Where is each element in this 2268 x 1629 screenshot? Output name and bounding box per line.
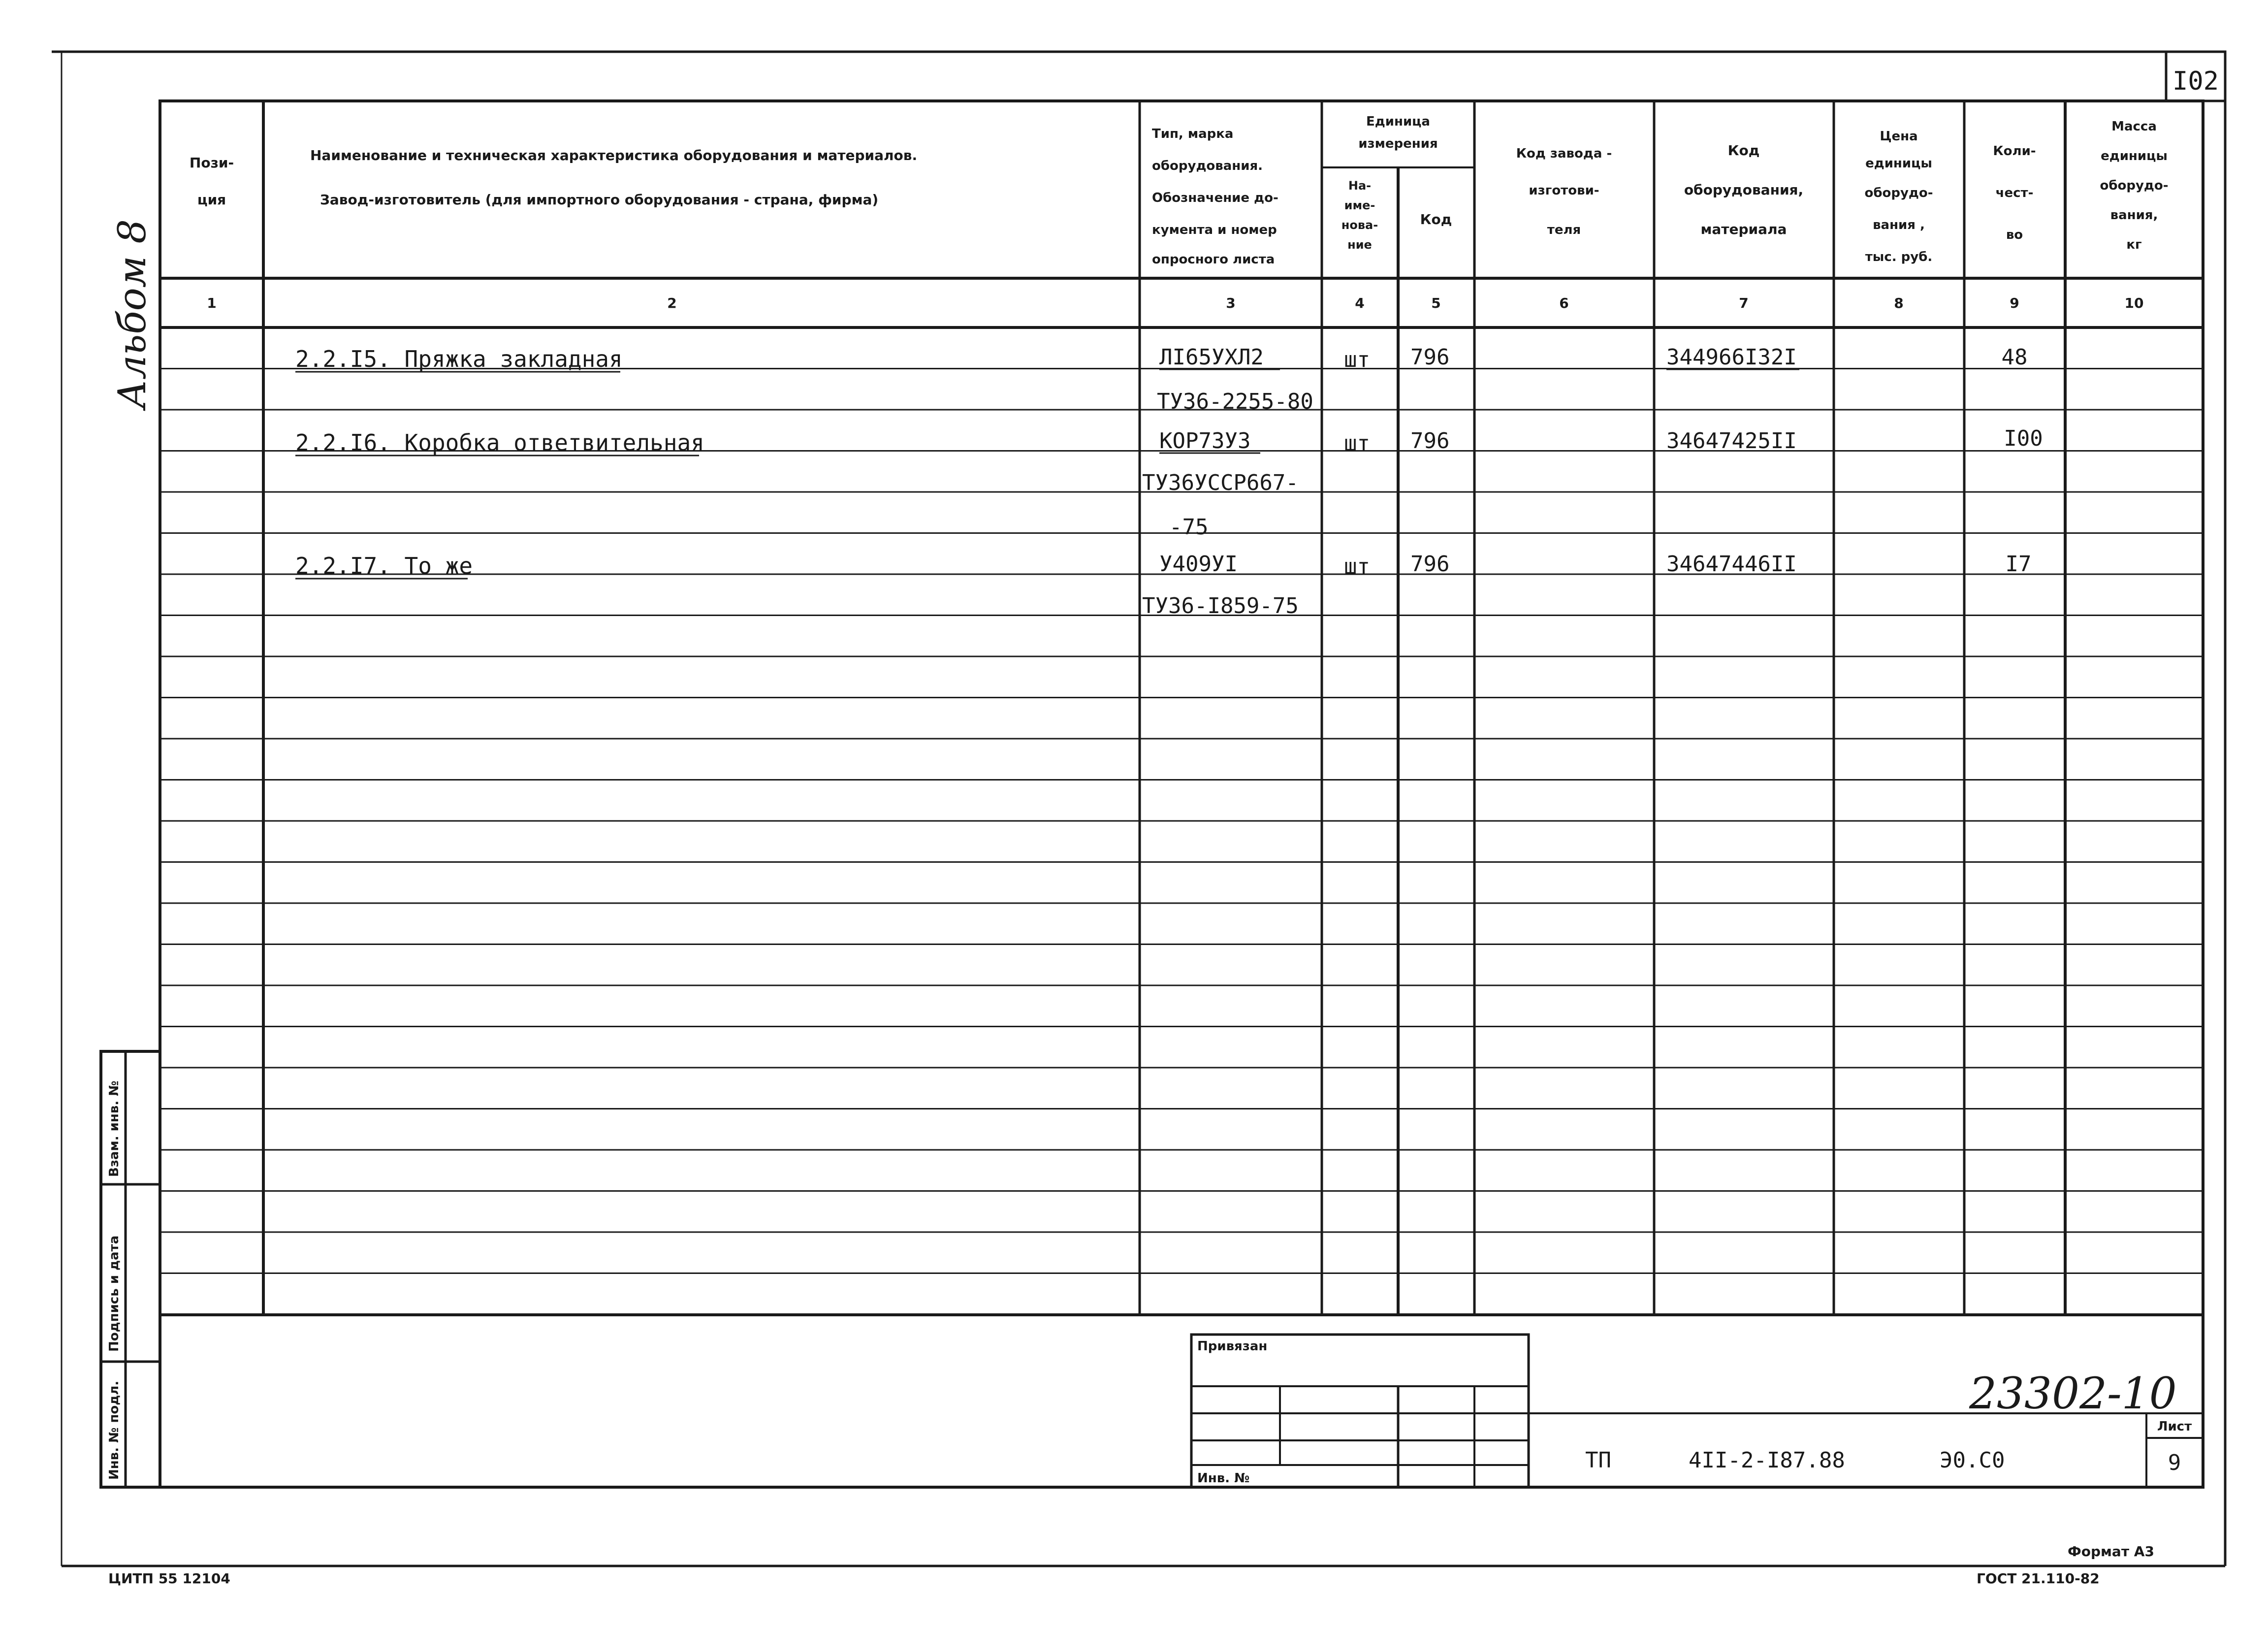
column-number: 9 [2010, 295, 2019, 311]
header-equipment-code-line2: оборудования, [1684, 182, 1804, 198]
row-code: 796 [1410, 552, 1450, 577]
row-name: 2.2.I7. То же [295, 553, 473, 579]
header-price-line4: вания , [1873, 218, 1925, 232]
header-mass-line4: вания, [2110, 208, 2158, 223]
header-type-line2: оборудования. [1152, 159, 1263, 173]
label-inv-no: Инв. № [1197, 1471, 1250, 1486]
stamp-sheet-number: 9 [2168, 1450, 2181, 1475]
row-type: КОР73У3 [1159, 428, 1251, 454]
header-type-line3: Обозначение до- [1152, 191, 1278, 205]
header-price-line5: тыс. руб. [1865, 250, 1933, 264]
column-number-row [207, 295, 2143, 311]
column-number: 7 [1739, 295, 1749, 311]
header-unit-line1: Единица [1366, 114, 1430, 129]
row-name: 2.2.I5. Пряжка закладная [295, 346, 623, 372]
header-mass-line5: кг [2126, 237, 2142, 252]
header-name-line1: Наименование и техническая характеристика оборудования и материалов. [310, 147, 918, 163]
header-type-line4: кумента и номер [1152, 223, 1277, 237]
header-factory-code-line2: изготови- [1529, 183, 1599, 198]
row-unit: шт [1344, 431, 1370, 456]
row-type-doc: ТУ36-I859-75 [1142, 593, 1299, 619]
row-equipment-code: 34647446II [1666, 552, 1797, 577]
column-number: 4 [1355, 295, 1365, 311]
header-position-line1: Пози- [189, 155, 234, 171]
row-code: 796 [1410, 428, 1450, 454]
header-name-line2: Завод-изготовитель (для импортного оборудования - страна, фирма) [320, 192, 879, 208]
stamp-tp: ТП [1585, 1448, 1611, 1473]
row-quantity: I00 [2004, 426, 2043, 451]
column-number: 2 [667, 295, 677, 311]
row-unit: шт [1344, 554, 1370, 579]
stamp-sheet-label: Лист [2157, 1419, 2192, 1434]
row-equipment-code: 34647425II [1666, 428, 1797, 454]
header-mass-line3: оборудо- [2100, 178, 2169, 193]
header-quantity-line3: во [2006, 228, 2023, 242]
label-privyazan: Привязан [1197, 1339, 1268, 1354]
header-unit-name-line3: нова- [1341, 218, 1378, 232]
header-unit-name-line2: име- [1344, 198, 1375, 212]
row-unit: шт [1344, 347, 1370, 372]
header-equipment-code-line1: Код [1727, 142, 1760, 159]
table-row [295, 345, 2027, 414]
header-unit-name-line1: На- [1348, 179, 1372, 193]
row-name: 2.2.I6. Коробка ответвительная [295, 429, 704, 456]
header-quantity-line1: Коли- [1993, 144, 2036, 159]
header-factory-code-line1: Код завода - [1516, 146, 1612, 161]
row-code: 796 [1410, 345, 1450, 370]
header-factory-code-line3: теля [1547, 223, 1581, 237]
column-number: 6 [1559, 295, 1569, 311]
row-equipment-code: 344966I32I [1666, 345, 1797, 370]
table-row [295, 552, 2031, 619]
column-number: 5 [1431, 295, 1441, 311]
label-podpis: Подпись и дата [107, 1235, 122, 1352]
row-type-doc: ТУ36-2255-80 [1157, 389, 1313, 414]
header-mass-line2: единицы [2101, 149, 2168, 163]
table-header [190, 114, 2169, 267]
header-mass-line1: Масса [2111, 119, 2157, 134]
sheet-number: I02 [2172, 66, 2219, 96]
label-inv-podl: Инв. № подл. [107, 1380, 122, 1480]
table-row [295, 426, 2043, 540]
header-type-line1: Тип, марка [1152, 127, 1234, 141]
header-unit-code: Код [1420, 211, 1452, 228]
column-number: 8 [1894, 295, 1904, 311]
row-type-doc-cont: -75 [1169, 515, 1209, 540]
label-vzam: Взам. инв. № [107, 1080, 122, 1177]
row-quantity: I7 [2005, 552, 2032, 577]
header-type-line5: опросного листа [1152, 252, 1275, 267]
header-quantity-line2: чест- [1995, 186, 2034, 200]
column-number: 3 [1226, 295, 1236, 311]
album-label: Альбом 8 [110, 219, 155, 409]
header-price-line3: оборудо- [1864, 186, 1933, 200]
footer-gost: ГОСТ 21.110-82 [1977, 1570, 2100, 1587]
header-price-line2: единицы [1865, 156, 1932, 171]
footer-format: Формат А3 [2068, 1543, 2154, 1560]
header-unit-name-line4: ние [1347, 238, 1372, 252]
row-quantity: 48 [2001, 345, 2028, 370]
header-unit-line2: измерения [1358, 136, 1438, 151]
column-number: 10 [2124, 295, 2144, 311]
row-type: У409УI [1159, 552, 1238, 577]
row-type-doc: ТУ36УССР667- [1142, 470, 1299, 495]
header-position-line2: ция [197, 192, 226, 208]
table-row-lines [160, 369, 2203, 1273]
header-price-line1: Цена [1880, 129, 1918, 144]
footer-left: ЦИТП 55 12104 [108, 1570, 230, 1587]
header-equipment-code-line3: материала [1700, 221, 1787, 237]
stamp-doc-number: 4II-2-I87.88 [1689, 1448, 1845, 1473]
handwritten-number: 23302-10 [1969, 1368, 2177, 1419]
stamp-section: Э0.С0 [1940, 1448, 2005, 1473]
column-number: 1 [207, 295, 217, 311]
row-type: ЛI65УХЛ2 [1159, 345, 1264, 370]
